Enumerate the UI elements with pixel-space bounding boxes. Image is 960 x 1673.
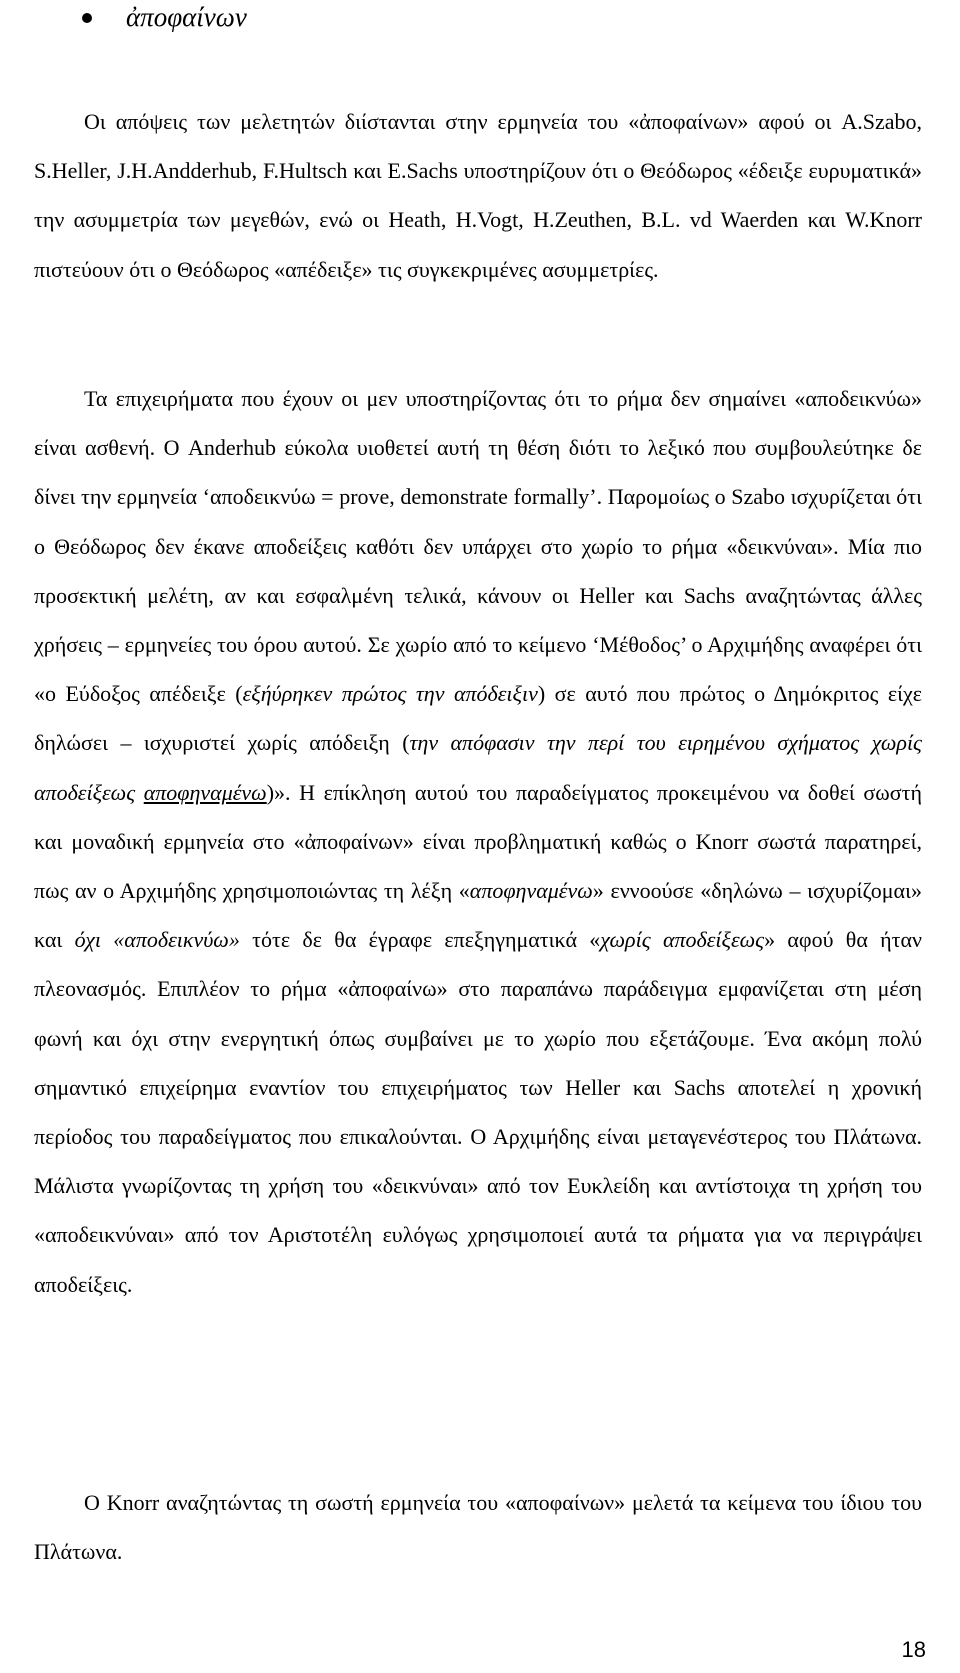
quote-italic-2: την απόφασιν την περί του ειρημένου σχήματος χωρίς αποδείξεως [34, 730, 922, 805]
paragraph-2-text: » αφού θα ήταν πλεονασμός. Επιπλέον το ρήμα «ἀποφαίνω» στο παραπάνω παράδειγμα εμφανίζεται στη μέση φωνή και όχι στην ενεργητική όπως συμβαίνει με το χωρίο που εξετάζουμε. Ένα ακόμη πολύ σημαντικό επιχείρημα εναντίον του επιχειρήματος των Heller και Sachs αποτελεί η χρονική περίοδος του παραδείγματος που επικαλούνται. Ο Αρχιμήδης είναι μεταγενέστερος του Πλάτωνα. Μάλιστα γνωρίζοντας τη χρήση του «δεικνύναι» από τον Ευκλείδη και αντίστοιχα τη χρήση του «αποδεικνύναι» από τον Αριστοτέλη ευλόγως χρησιμοποιεί αυτά τα ρήματα για να περιγράψει αποδείξεις. [34, 927, 922, 1297]
quote-underlined: αποφηναμένω [143, 779, 267, 805]
section-heading [82, 2, 247, 33]
quote-italic-4: όχι «αποδεικνύω» [74, 927, 240, 953]
paragraph-2-text: ) σε αυτό που πρώτος ο Δημόκριτος είχε δηλώσει – ισχυριστεί χωρίς απόδειξη ( [34, 681, 923, 756]
paragraph-2 [34, 374, 922, 1309]
paragraph-3: Ο Knorr αναζητώντας τη σωστή ερμηνεία του «αποφαίνων» μελετά τα κείμενα του ίδιου του Πλάτωνα. [34, 1490, 922, 1565]
heading-text: ἀποφαίνων [126, 2, 247, 32]
quote-italic-3: αποφηναμένω [469, 878, 593, 904]
quote-italic-5: χωρίς αποδείξεως [600, 927, 765, 953]
paragraph-2-text: » εννοούσε «δηλώνω – ισχυρίζομαι» και [34, 878, 923, 953]
paragraph-2-text: τότε δε θα έγραφε επεξηγηματικά « [239, 927, 601, 953]
paragraph-1: Οι απόψεις των μελετητών διίστανται στην ερμηνεία του «ἀποφαίνων» αφού οι A.Szabo, S.Heller, J.H.Andderhub, F.Hultsch και E.Sachs υποστηρίζουν ότι ο Θεόδωρος «έδειξε ευρυματικά» την ασυμμετρία των μεγεθών, ενώ οι Heath, H.Vogt, H.Zeuthen, B.L. vd Waerden και W.Knorr πιστεύουν ότι ο Θεόδωρος «απέδειξε» τις συγκεκριμένες ασυμμετρίες. [34, 109, 922, 282]
bullet-icon [82, 13, 92, 23]
paragraph-2-text: Τα επιχειρήματα που έχουν οι μεν υποστηρίζοντας ότι το ρήμα δεν σημαίνει «αποδεικνύω» είναι ασθενή. Ο Anderhub εύκολα υιοθετεί αυτή τη θέση διότι το λεξικό που συμβουλεύτηκε δε δίνει την ερμηνεία ‘αποδεικνύω = prove, demonstrate formally’. Παρομοίως ο Szabo ισχυρίζεται ότι ο Θεόδωρος δεν έκανε αποδείξεις καθότι δεν υπάρχει στο χωρίο το ρήμα «δεικνύναι». Μία πιο προσεκτική μελέτη, αν και εσφαλμένη τελικά, κάνουν οι Heller και Sachs αναζητώντας άλλες χρήσεις – ερμηνείες του όρου αυτού. Σε χωρίο από το κείμενο ‘Μέθοδος’ ο Αρχιμήδης αναφέρει ότι «ο Εύδοξος απέδειξε ( [34, 386, 922, 707]
paragraph-2-text: )». Η επίκληση αυτού του παραδείγματος προκειμένου να δοθεί σωστή και μοναδική ερμηνεία στο «ἀποφαίνων» είναι προβληματική καθώς ο Knorr σωστά παρατηρεί, πως αν ο Αρχιμήδης χρησιμοποιώντας τη λέξη « [34, 779, 922, 904]
page-number: 18 [901, 1637, 926, 1662]
quote-italic-1: εξήύρηκεν πρώτος την απόδειξιν [242, 681, 538, 707]
